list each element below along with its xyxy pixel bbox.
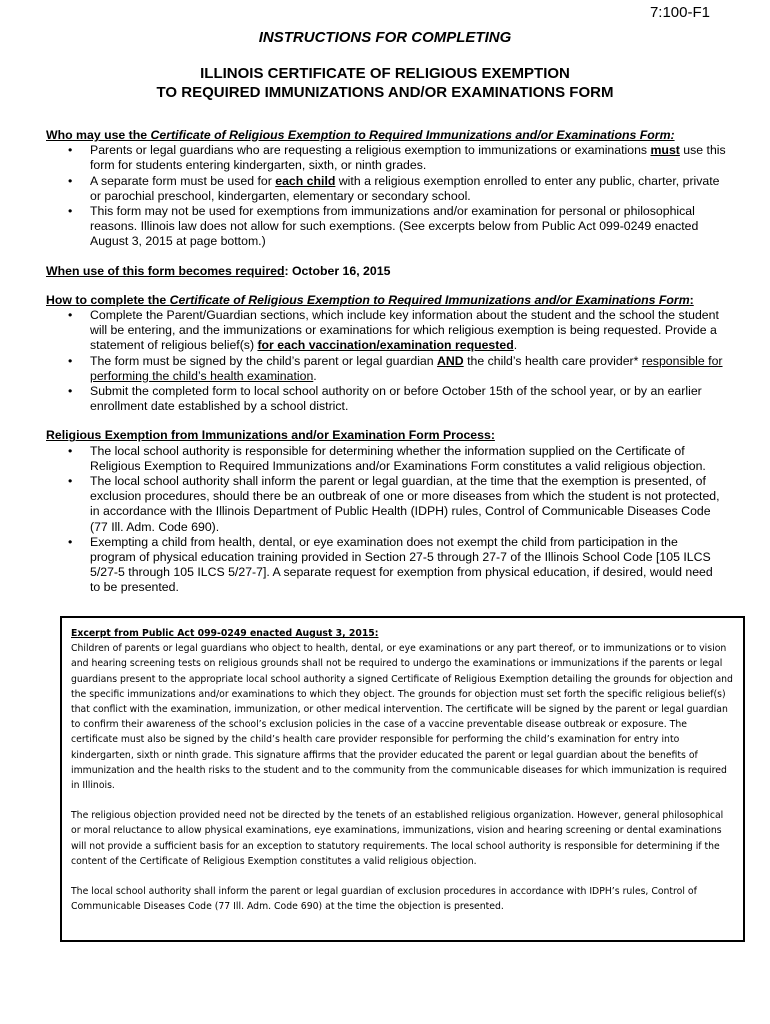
excerpt-paragraph-2: The religious objection provided need not be directed by the tenets of an established religious organization. However, general philosophical or moral reluctance to allow physical examinations, eye examinations, immunizations, vision and hearing screening or dental examinations will not provide a sufficient basis for an exception to statutory requirements. The local school authority is responsible for determining if the content of the Certificate of Religious Exemption constitutes a valid religious objection. [71,810,724,867]
emphasis-must: must [650,143,680,158]
who-may-use-list [46,143,726,249]
how-heading-form-name: Certificate of Religious Exemption to Required Immunizations and/or Examinations Form [169,292,690,307]
how-to-complete-heading [46,293,726,308]
text: the child’s health care provider* [463,353,642,368]
text: . [513,338,518,353]
text: use this form for students entering kindergarten, sixth, or ninth grades. [90,143,726,173]
list-item [90,308,726,354]
instructions-body [46,128,726,596]
page-title: INSTRUCTIONS FOR COMPLETING [258,29,512,46]
when-date: : October 16, 2015 [284,263,391,278]
when-required [46,264,726,279]
form-number: 7:100-F1 [649,4,710,21]
form-title [0,64,770,102]
when-label: When use of this form becomes required [46,263,285,278]
text: The form must be signed by the child’s parent or legal guardian [90,353,438,368]
text: A separate form must be used for [90,173,276,188]
emphasis-each-child: each child [275,173,336,188]
emphasis-each-vaccination: for each vaccination/examination requested [257,338,514,353]
text: . [313,368,317,383]
list-item: • The local school authority is responsible for determining whether the information supplied on the Certificate of Religious Exemption to Required Immunizations and/or Examinations Form constitutes a valid religious objection. [90,444,726,474]
who-heading-form-name: Certificate of Religious Exemption to Required Immunizations and/or Examinations Form: [150,128,675,142]
list-item: • Submit the completed form to local school authority on or before October 15th of the school year, or by an earlier enrollment date established by a school district. [90,384,726,414]
emphasis-responsible: responsible for performing the child’s health examination [90,353,723,383]
text: with a religious exemption enrolled to enter any public, charter, private or parochial preschool, kindergarten, elementary or secondary school. [90,173,720,203]
list-item [90,143,726,173]
public-act-excerpt-box [60,616,745,942]
emphasis-and: AND [437,353,464,368]
process-list [46,444,726,596]
how-to-complete-list [46,308,726,414]
list-item: • This form may not be used for exemptions from immunizations and/or examination for personal or philosophical reasons. Illinois law does not allow for such exemptions. (See excerpts below from Public Act 099-0249 enacted August 3, 2015 at page bottom.) [90,204,726,250]
who-heading-prefix: Who may use the [46,128,151,142]
how-heading-suffix: : [689,292,694,307]
list-item: • Exempting a child from health, dental, or eye examination does not exempt the child from participation in the program of physical education training provided in Section 27-5 through 27-7 of the Illinois School Code [105 ILCS 5/27-5 through 105 ILCS 5/27-7]. A separate request for exemption from physical education, if desired, would need to be presented. [90,535,726,596]
who-may-use-heading [46,128,726,143]
list-item [90,174,726,204]
excerpt-title: Excerpt from Public Act 099-0249 enacted August 3, 2015: [71,628,379,639]
text: Parents or legal guardians who are requesting a religious exemption to immunizations or examinations [90,143,651,158]
text: Complete the Parent/Guardian sections, which include key information about the student and the school the student will be entering, and the immunizations or examinations for which religious exemption is being requested. Provide a statement of religious belief(s) [90,308,719,353]
process-heading: Religious Exemption from Immunizations and/or Examination Form Process: [46,428,495,443]
list-item [90,354,726,384]
form-title-line-2: TO REQUIRED IMMUNIZATIONS AND/OR EXAMINATIONS FORM [156,84,614,101]
form-title-line-1: ILLINOIS CERTIFICATE OF RELIGIOUS EXEMPTION [200,65,570,82]
list-item: • The local school authority shall inform the parent or legal guardian, at the time that the exemption is presented, of exclusion procedures, should there be an outbreak of one or more diseases from which the student is not protected, in accordance with the Illinois Department of Public Health (IDPH) rules, Control of Communicable Diseases Code (77 Ill. Adm. Code 690). [90,474,726,535]
excerpt-paragraph-1: Children of parents or legal guardians who object to health, dental, or eye examinations or any part thereof, or to immunizations or to vision and hearing screening tests on religious grounds shall not be required to undergo the examinations or immunizations if the parents or legal guardians present to the appropriate local school authority a signed Certificate of Religious Exemption detailing the grounds for objection and the specific immunizations and/or examinations to which they object. The grounds for objection must set forth the specific religious belief(s) that conflict with the examination, immunization, or other medical intervention. The certificate will be signed by the parent or legal guardian to confirm their awareness of the school’s exclusion policies in the case of a vaccine preventable disease outbreak or exposure. The certificate must also be signed by the child’s health care provider responsible for performing the child’s examination for entry into kindergarten, sixth or ninth grade. This signature affirms that the provider educated the parent or legal guardian about the benefits of immunization and the health risks to the student and to the community from the communicable diseases for which immunization is required in Illinois. [71,643,733,792]
how-heading-prefix: How to complete the [46,292,170,307]
excerpt-paragraph-3: The local school authority shall inform the parent or legal guardian of exclusion procedures in accordance with IDPH’s rules, Control of Communicable Diseases Code (77 Ill. Adm. Code 690) at the time the objection is presented. [71,886,697,913]
